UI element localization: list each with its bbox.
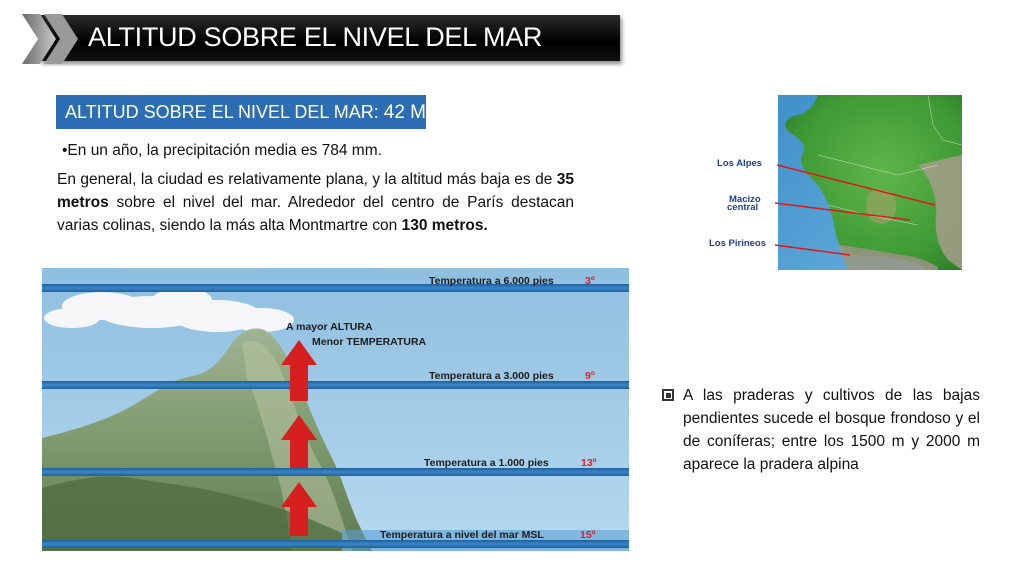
page-title: ALTITUD SOBRE EL NIVEL DEL MAR: [88, 22, 543, 52]
altitude-value: 42 M: [383, 102, 426, 123]
label-alpes-name: Alpes: [736, 158, 763, 169]
altitude-subtitle: [56, 95, 426, 129]
label-macizo: Macizo: [729, 194, 761, 205]
band-1000: [42, 468, 629, 476]
level-temp-6000: 3º: [585, 275, 595, 287]
label-alpes: [717, 159, 762, 168]
description-text-2: sobre el nivel del mar. Alrededor del centro de París destacan varias colinas, siendo la más alta Montmartre con: [57, 194, 574, 234]
precipitation-bullet: •En un año, la precipitación media es 784 mm.: [62, 142, 382, 159]
level-temp-1000: 13º: [581, 457, 597, 469]
city-description: [57, 168, 574, 237]
level-label-1000: Temperatura a 1.000 pies: [424, 457, 549, 469]
band-3000: [42, 381, 629, 389]
description-text-1: En general, la ciudad es relativamente plana, y la altitud más baja es de: [57, 171, 557, 188]
vegetation-bullet: [662, 384, 980, 476]
checkbox-bullet-icon: [662, 389, 674, 401]
label-central: central: [727, 202, 759, 213]
level-temp-3000: 9º: [585, 370, 595, 382]
label-alpes-prefix: Los: [717, 158, 737, 169]
level-label-sea: Temperatura a nivel del mar MSL: [380, 529, 544, 541]
chevron-arrows-icon: [20, 12, 82, 66]
vegetation-text-end: pradera alpina: [759, 456, 859, 473]
description-bold-1: 35 metros: [57, 171, 574, 211]
france-relief-map: [705, 95, 962, 270]
level-temp-sea: 15º: [580, 529, 596, 541]
label-pirineos: Los Pirineos: [709, 238, 767, 249]
diagram-heading-2: Menor TEMPERATURA: [312, 336, 427, 348]
level-label-3000: Temperatura a 3.000 pies: [429, 370, 554, 382]
vegetation-row: [662, 384, 980, 476]
altitude-temperature-diagram: [42, 268, 629, 551]
altitude-subtitle-label: ALTITUD SOBRE EL NIVEL DEL MAR:: [65, 102, 384, 122]
diagram-heading-1: A mayor ALTURA: [286, 321, 373, 333]
vegetation-text: A las praderas y cultivos de las bajas pendientes sucede el bosque frondoso y el de coníferas; entre los 1500 m y 2000 m aparece la: [683, 387, 980, 473]
level-label-6000: Temperatura a 6.000 pies: [429, 275, 554, 287]
band-sea-level: [42, 540, 629, 548]
description-bold-2: 130 metros.: [401, 217, 488, 234]
